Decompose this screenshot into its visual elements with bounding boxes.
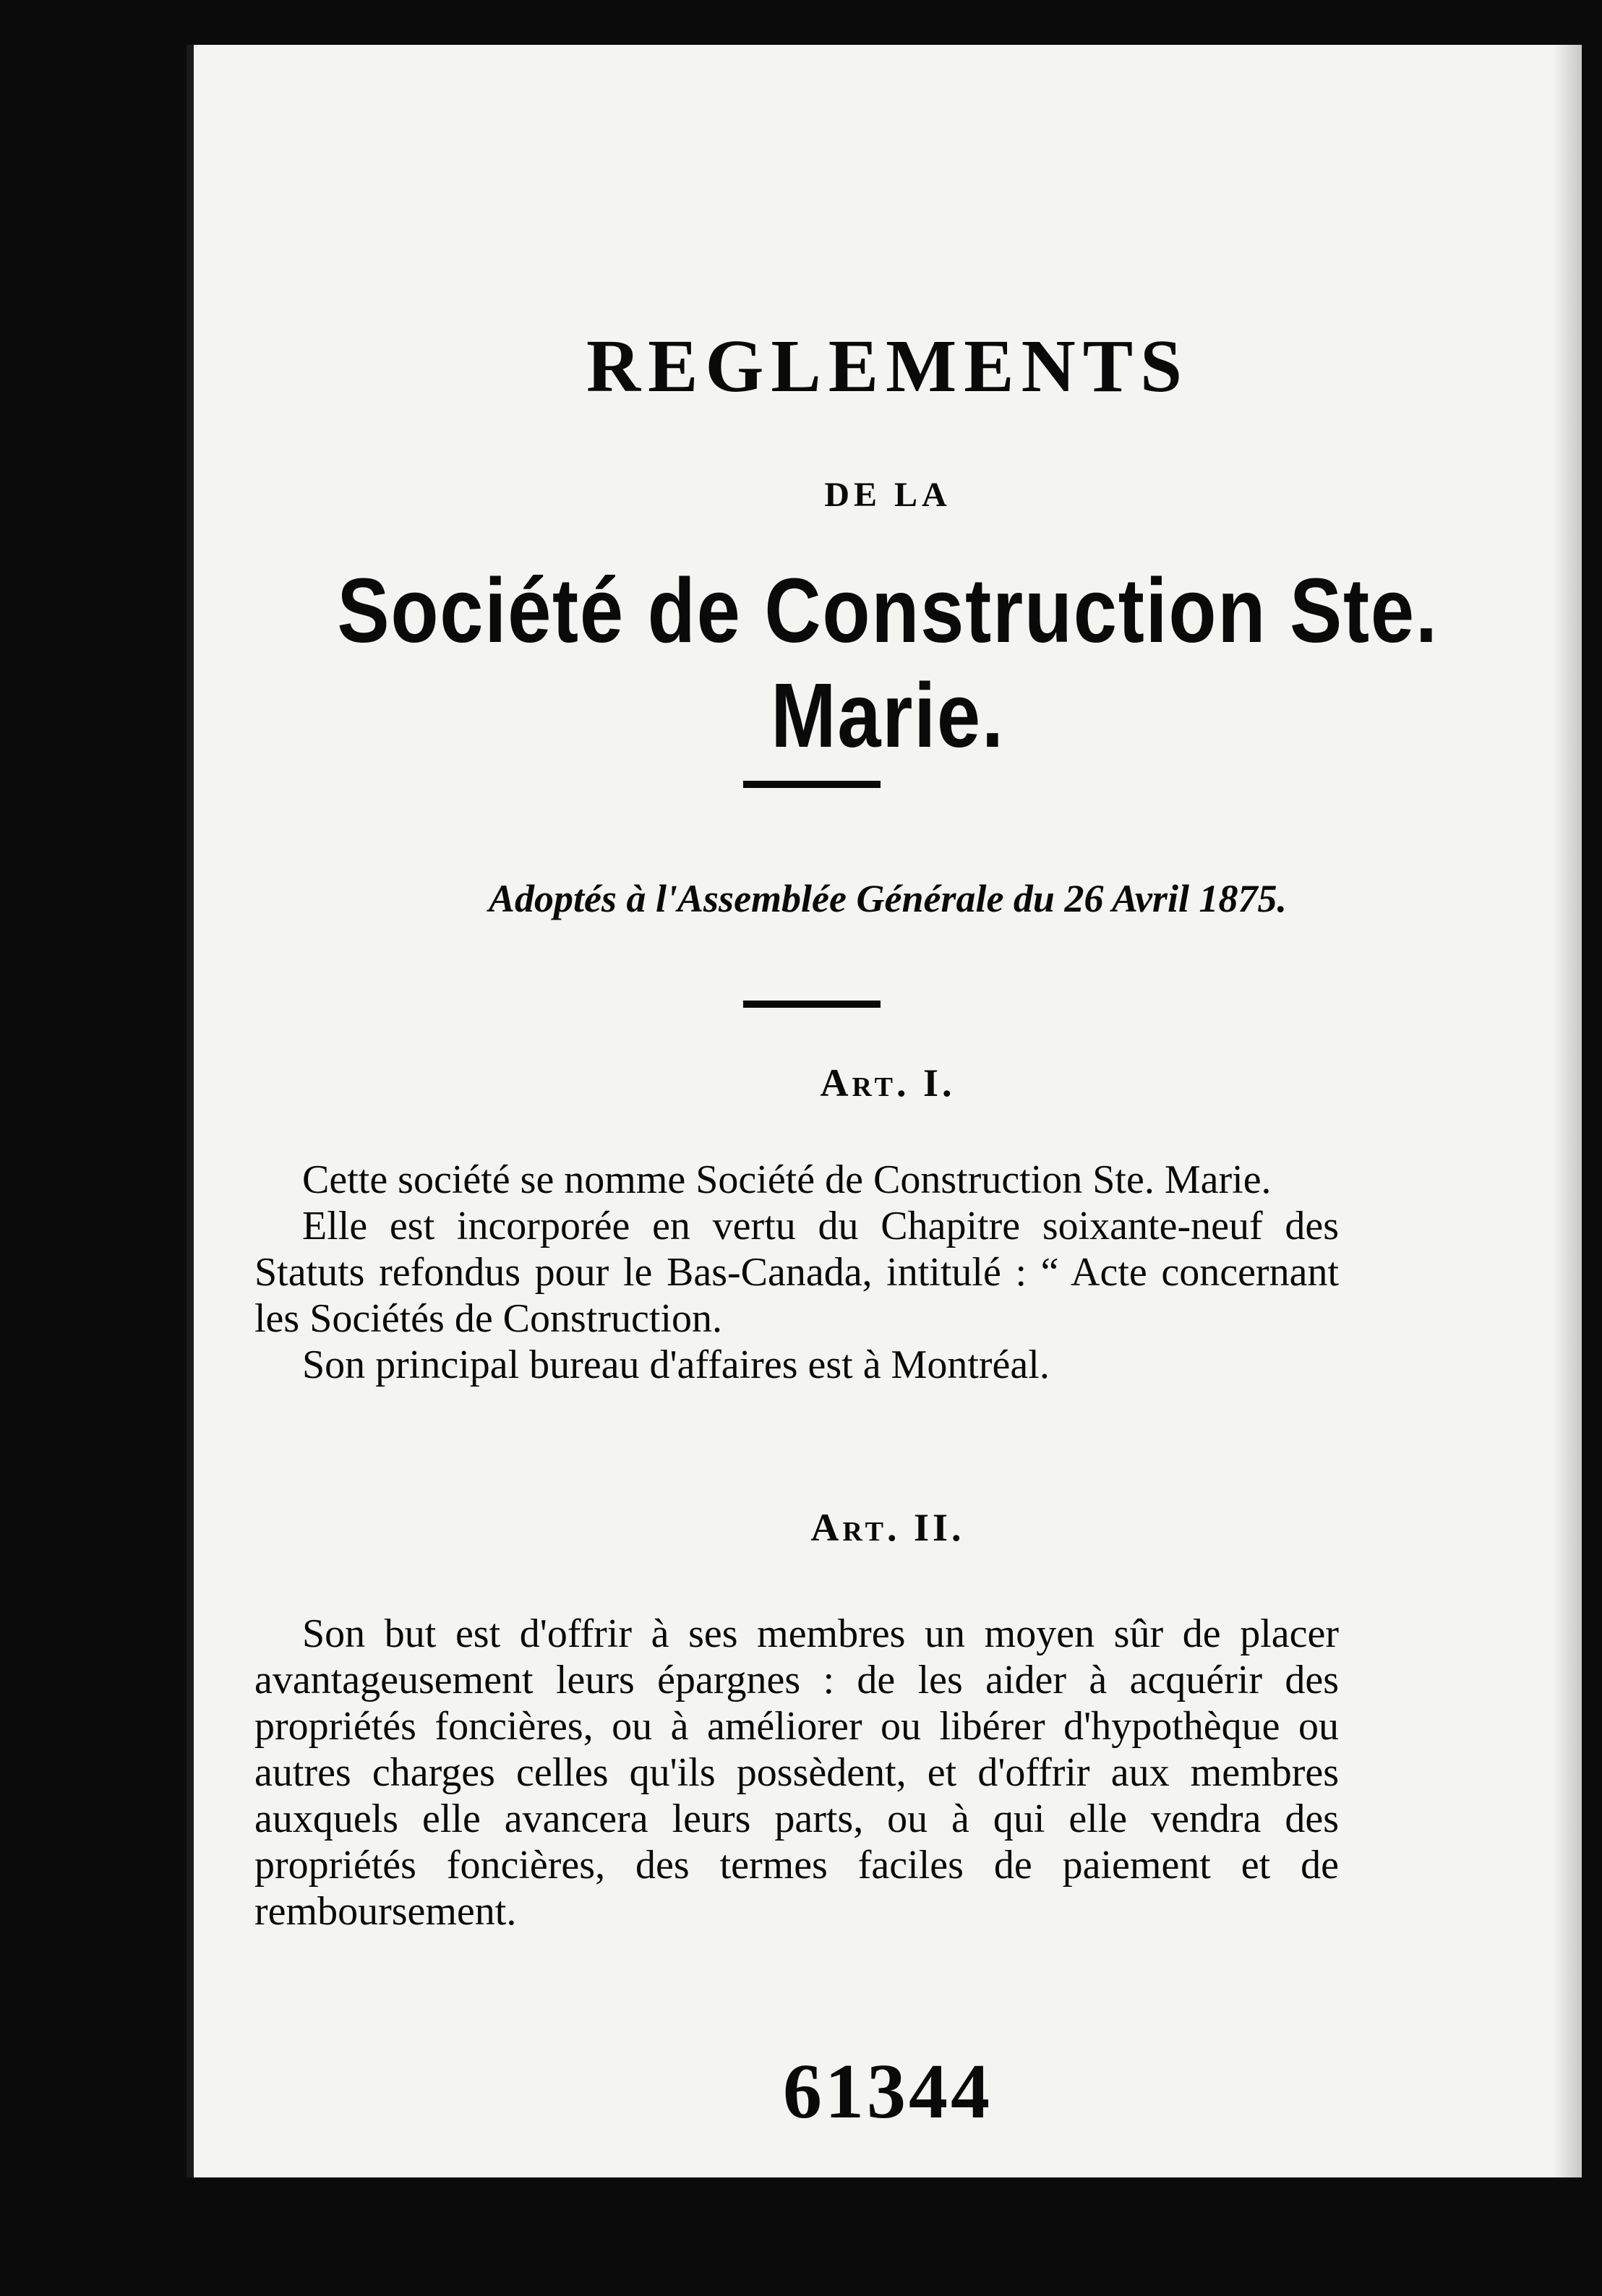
- article-title: Art. II.: [810, 1506, 965, 1549]
- society-name: Société de Construction Ste. Marie.: [337, 560, 1439, 766]
- article-paragraph: Cette société se nomme Société de Construction Ste. Marie.: [302, 1157, 1272, 1202]
- article-paragraph: Son principal bureau d'affaires est à Montréal.: [302, 1342, 1050, 1387]
- document-heading: REGLEMENTS: [586, 325, 1189, 408]
- document-page: [187, 45, 1582, 2177]
- stamp-number: 61344: [783, 2049, 993, 2135]
- divider-rule: [743, 781, 881, 788]
- divider-rule: [743, 1001, 881, 1008]
- article-2-body: [254, 1611, 1339, 1935]
- article-1-body: [254, 1157, 1339, 1388]
- article-paragraph: Son but est d'offrir à ses membres un moyen sûr de placer avantageusement leurs épargnes : de les aider à acquérir des propriétés foncières, ou à améliorer ou libérer d'hypothèque ou autres charges celles qu'ils possèdent, et d'offrir aux membres auxquels elle avancera leurs parts, ou à qui elle vendra des propriétés foncières, des termes faciles de paiement et de remboursement.: [254, 1611, 1339, 1934]
- heading-connector: DE LA: [824, 476, 951, 514]
- article-paragraph: Elle est incorporée en vertu du Chapitre soixante-neuf des Statuts refondus pour le Bas-Canada, intitulé : “ Acte concernant les Sociétés de Construction.: [254, 1204, 1339, 1341]
- adoption-date: Adoptés à l'Assemblée Générale du 26 Avril 1875.: [489, 877, 1287, 920]
- article-title: Art. I.: [820, 1061, 956, 1105]
